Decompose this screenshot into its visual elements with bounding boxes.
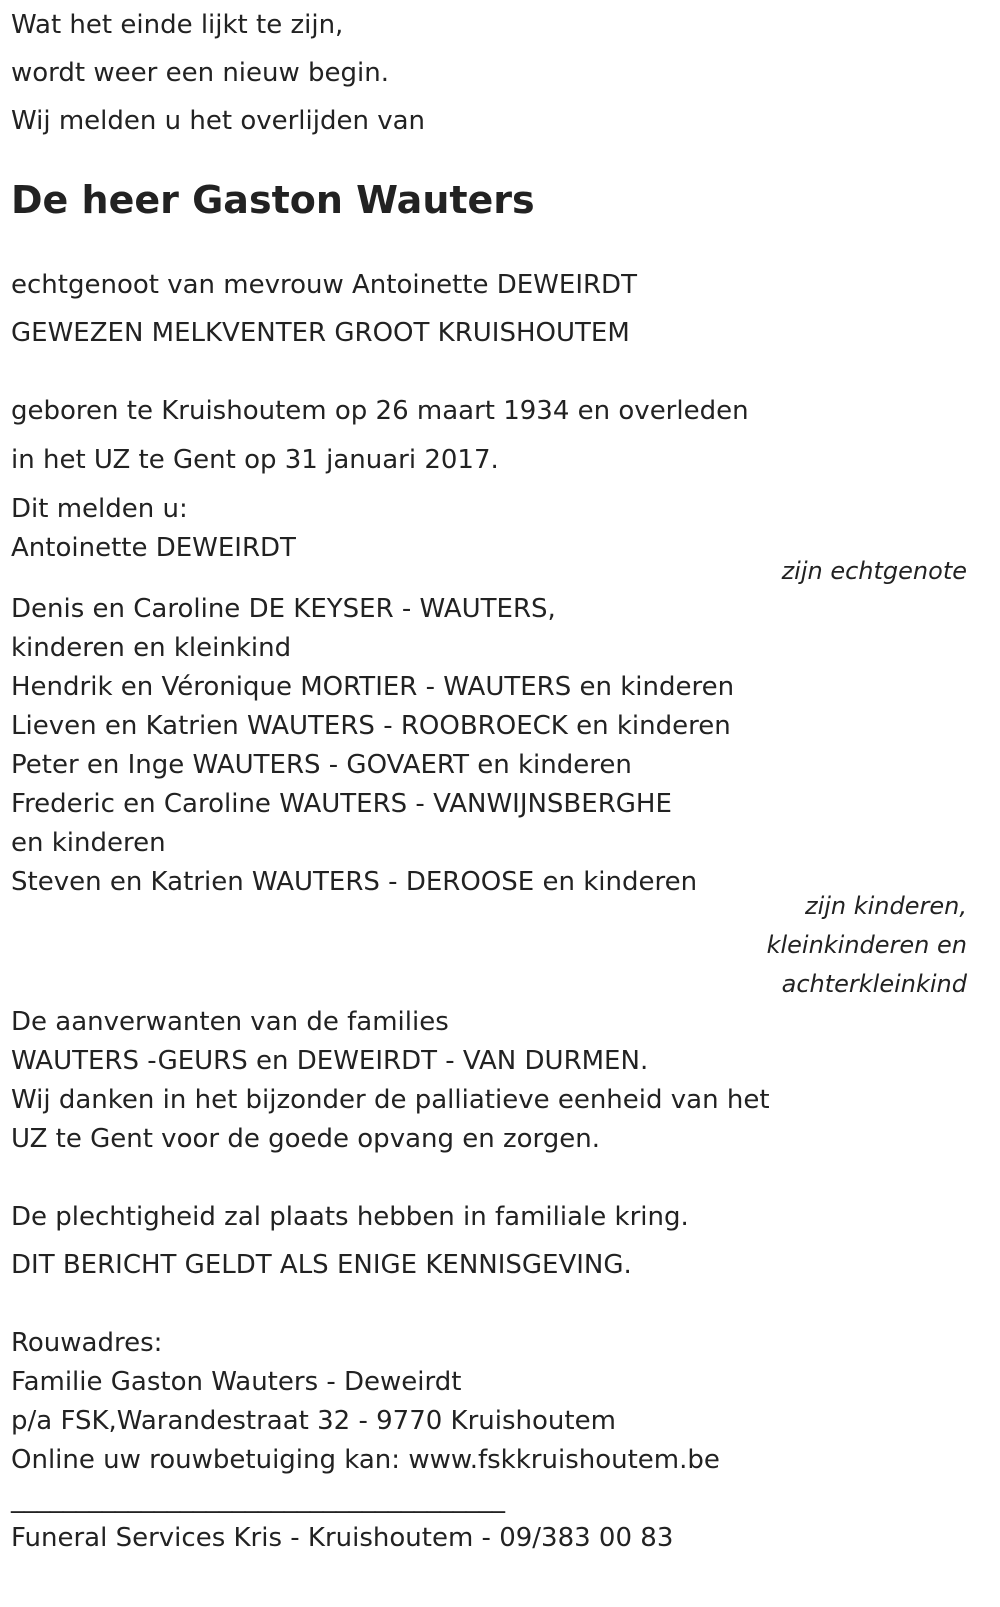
- family-line: Denis en Caroline DE KEYSER - WAUTERS,: [11, 594, 556, 624]
- family-line: kinderen en kleinkind: [11, 633, 292, 663]
- deceased-name: De heer Gaston Wauters: [11, 178, 535, 222]
- intro-line-1: Wat het einde lijkt te zijn,: [11, 10, 344, 40]
- family-line: Hendrik en Véronique MORTIER - WAUTERS en kinderen: [11, 672, 735, 702]
- notice-line: DIT BERICHT GELDT ALS ENIGE KENNISGEVING.: [11, 1250, 632, 1280]
- family-line: Frederic en Caroline WAUTERS - VANWIJNSBERGHE: [11, 789, 672, 819]
- relatives-line: De aanverwanten van de families: [11, 1007, 449, 1037]
- mourning-address-heading: Rouwadres:: [11, 1328, 163, 1358]
- family-line: Peter en Inge WAUTERS - GOVAERT en kinderen: [11, 750, 632, 780]
- intro-line-2: wordt weer een nieuw begin.: [11, 58, 389, 88]
- relatives-line: WAUTERS -GEURS en DEWEIRDT - VAN DURMEN.: [11, 1046, 649, 1076]
- intro-line-3: Wij melden u het overlijden van: [11, 106, 426, 136]
- mourning-online-line: Online uw rouwbetuiging kan: www.fskkruishoutem.be: [11, 1445, 720, 1475]
- ceremony-line: De plechtigheid zal plaats hebben in familiale kring.: [11, 1202, 689, 1232]
- announcers-heading: Dit melden u:: [11, 494, 188, 524]
- mourning-address-street: p/a FSK,Warandestraat 32 - 9770 Kruishoutem: [11, 1406, 616, 1436]
- mourning-address-name: Familie Gaston Wauters - Deweirdt: [11, 1367, 462, 1397]
- family-relation-line: zijn kinderen,: [804, 892, 967, 920]
- death-line: in het UZ te Gent op 31 januari 2017.: [11, 445, 499, 475]
- spouse-line: echtgenoot van mevrouw Antoinette DEWEIRDT: [11, 270, 637, 300]
- separator-line: ______________________________________: [11, 1484, 505, 1514]
- footer-line: Funeral Services Kris - Kruishoutem - 09/383 00 83: [11, 1523, 674, 1553]
- family-line: Steven en Katrien WAUTERS - DEROOSE en kinderen: [11, 867, 698, 897]
- thanks-line: Wij danken in het bijzonder de palliatieve eenheid van het: [11, 1085, 770, 1115]
- family-relation-line: kleinkinderen en: [766, 931, 967, 959]
- announcer-spouse: Antoinette DEWEIRDT: [11, 533, 296, 563]
- family-line: en kinderen: [11, 828, 166, 858]
- occupation-line: GEWEZEN MELKVENTER GROOT KRUISHOUTEM: [11, 318, 630, 348]
- family-line: Lieven en Katrien WAUTERS - ROOBROECK en kinderen: [11, 711, 731, 741]
- family-relation-line: achterkleinkind: [781, 970, 967, 998]
- spouse-relation: zijn echtgenote: [781, 557, 967, 585]
- birth-line: geboren te Kruishoutem op 26 maart 1934 en overleden: [11, 396, 749, 426]
- thanks-line: UZ te Gent voor de goede opvang en zorgen.: [11, 1124, 601, 1154]
